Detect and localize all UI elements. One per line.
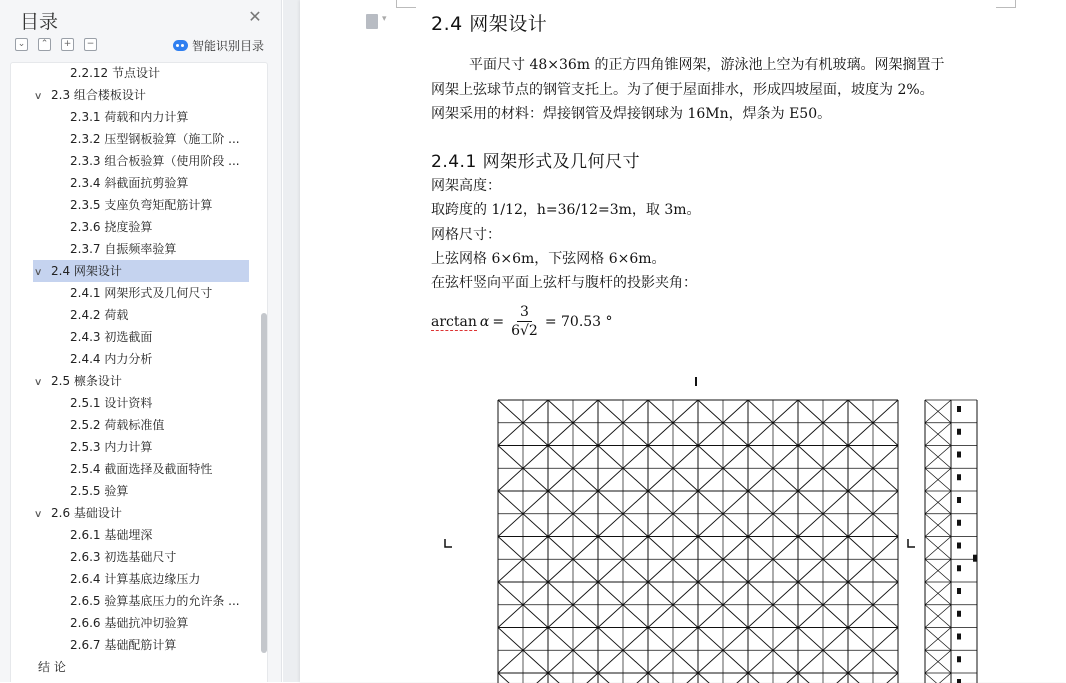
toc-item-label: 2.3.7 自振频率验算 — [70, 242, 177, 256]
toc-item-label: 2.3.1 荷载和内力计算 — [70, 110, 189, 124]
formula-func: arctan — [431, 313, 477, 330]
toc-item[interactable] — [70, 150, 250, 172]
body-line-2: 取跨度的 1/12，h=36/12=3m，取 3m。 — [431, 202, 701, 218]
chevron-down-icon[interactable]: ∨ — [33, 91, 43, 102]
support-node — [957, 679, 961, 683]
formula-fraction — [511, 304, 538, 340]
sidebar-title: 目录 — [20, 11, 59, 33]
elevation-line — [925, 673, 951, 683]
collapse-level-button[interactable]: − — [84, 38, 97, 51]
toc-item-label: 2.3.3 组合板验算（使用阶段 ... — [70, 154, 240, 168]
body-line-4: 上弦网格 6×6m，下弦网格 6×6m。 — [431, 251, 666, 267]
toc-item-label: 2.5 檩条设计 — [51, 374, 122, 388]
support-node — [957, 406, 961, 412]
toc-item[interactable] — [70, 172, 250, 194]
toc-item[interactable] — [35, 370, 255, 392]
corner-mark-left — [396, 0, 416, 8]
axis-mark — [445, 539, 452, 547]
support-node — [957, 429, 961, 435]
toc-item-label: 2.4.2 荷载 — [70, 308, 129, 322]
toc-item[interactable] — [70, 128, 250, 150]
toc-item-label: 2.3 组合楼板设计 — [51, 88, 146, 102]
toc-item[interactable] — [70, 348, 250, 370]
chevron-down-icon[interactable]: ∨ — [33, 267, 43, 278]
formula-numerator: 3 — [517, 304, 532, 322]
toc-item[interactable] — [70, 304, 250, 326]
body-line-3: 网格尺寸： — [431, 227, 501, 243]
support-node — [957, 543, 961, 549]
support-node — [973, 555, 977, 562]
toc-item[interactable] — [70, 458, 250, 480]
toc-item-label: 2.5.5 验算 — [70, 484, 129, 498]
support-node — [957, 452, 961, 458]
toc-item-label: 2.6.1 基础埋深 — [70, 528, 153, 542]
toc-sidebar — [0, 0, 282, 682]
support-node — [957, 634, 961, 640]
toc-item-label: 2.3.6 挠度验算 — [70, 220, 153, 234]
toc-item-label: 2.2.12 节点设计 — [70, 66, 160, 80]
expand-level-button[interactable]: ⌃ — [38, 38, 51, 51]
toc-item-label: 2.6 基础设计 — [51, 506, 122, 520]
support-node — [957, 611, 961, 617]
close-icon[interactable]: ✕ — [248, 7, 262, 26]
support-node — [957, 656, 961, 662]
toc-item-label: 2.4.3 初选截面 — [70, 330, 153, 344]
toc-item-label: 2.3.4 斜截面抗剪验算 — [70, 176, 189, 190]
truss-plan-drawing — [440, 372, 1000, 682]
corner-mark-right — [996, 0, 1016, 8]
intro-line-3: 网架采用的材料：焊接钢管及焊接钢球为 16Mn，焊条为 E50。 — [431, 106, 832, 122]
toc-item[interactable] — [38, 656, 238, 678]
toc-item-label: 2.6.5 验算基底压力的允许条 ... — [70, 594, 240, 608]
axis-mark — [908, 539, 915, 547]
toc-item-label: 2.4 网架设计 — [51, 264, 122, 278]
toc-item[interactable] — [70, 480, 250, 502]
support-node — [957, 520, 961, 526]
ai-recognize-label: 智能识别目录 — [192, 38, 265, 53]
expand-all-button[interactable]: + — [61, 38, 74, 51]
document-page — [300, 0, 1066, 682]
toc-item[interactable] — [35, 502, 255, 524]
toc-item-label: 2.4.4 内力分析 — [70, 352, 153, 366]
toc-item[interactable] — [70, 414, 250, 436]
toc-item[interactable] — [70, 326, 250, 348]
paragraph-menu-icon[interactable] — [366, 14, 378, 29]
collapse-all-button[interactable]: ⌄ — [15, 38, 28, 51]
toc-scrollbar[interactable] — [261, 63, 267, 683]
support-node — [957, 565, 961, 571]
toc-item-label: 2.6.3 初选基础尺寸 — [70, 550, 177, 564]
toc-item-label: 2.5.3 内力计算 — [70, 440, 153, 454]
toc-item[interactable] — [70, 568, 250, 590]
toc-scroll-thumb[interactable] — [261, 313, 267, 653]
formula-result: = 70.53 ° — [544, 314, 613, 330]
support-node — [957, 497, 961, 503]
toc-item-label: 2.3.2 压型钢板验算（施工阶 ... — [70, 132, 240, 146]
toc-item-label: 2.6.6 基础抗冲切验算 — [70, 616, 189, 630]
toc-item[interactable] — [70, 282, 250, 304]
toc-list — [10, 62, 268, 682]
toc-item-label: 2.4.1 网架形式及几何尺寸 — [70, 286, 213, 300]
chevron-down-icon[interactable]: ∨ — [33, 377, 43, 388]
toc-item-label: 结 论 — [38, 660, 66, 674]
intro-line-2: 网架上弦球节点的钢管支托上。为了便于屋面排水，形成四坡屋面，坡度为 2%。 — [431, 82, 934, 98]
toc-item-label: 2.5.2 荷载标准值 — [70, 418, 165, 432]
toc-item[interactable] — [70, 546, 250, 568]
document-canvas — [283, 0, 1066, 682]
formula-eq: = — [492, 314, 505, 330]
subsection-heading: 2.4.1 网架形式及几何尺寸 — [431, 152, 641, 172]
support-node — [957, 474, 961, 480]
toc-toolbar — [15, 38, 97, 52]
elevation-line — [925, 673, 951, 683]
toc-item[interactable] — [35, 84, 255, 106]
formula-var: α — [479, 314, 490, 330]
toc-item-label: 2.6.4 计算基底边缘压力 — [70, 572, 201, 586]
section-heading: 2.4 网架设计 — [431, 13, 548, 35]
toc-item-label: 2.3.5 支座负弯矩配筋计算 — [70, 198, 213, 212]
ai-icon — [173, 40, 188, 51]
toc-item-label: 2.5.1 设计资料 — [70, 396, 153, 410]
toc-item-active[interactable] — [33, 260, 249, 282]
ai-recognize-toc-button[interactable] — [173, 36, 264, 54]
body-line-5: 在弦杆竖向平面上弦杆与腹杆的投影夹角： — [431, 275, 697, 291]
chevron-down-icon[interactable]: ∨ — [33, 509, 43, 520]
toc-item[interactable] — [70, 238, 250, 260]
toc-item-label: 2.5.4 截面选择及截面特性 — [70, 462, 213, 476]
toc-item[interactable] — [70, 216, 250, 238]
body-line-1: 网架高度： — [431, 178, 501, 194]
toc-item[interactable] — [70, 634, 250, 656]
toc-item[interactable] — [70, 612, 250, 634]
formula-denominator: 6√2 — [511, 323, 538, 339]
toc-item[interactable] — [70, 392, 250, 414]
toc-item[interactable] — [70, 524, 250, 546]
toc-item[interactable] — [70, 194, 250, 216]
intro-line-1: 平面尺寸 48×36m 的正方四角锥网架，游泳池上空为有机玻璃。网架搁置于 — [469, 57, 945, 73]
toc-item[interactable] — [70, 62, 250, 84]
support-node — [957, 588, 961, 594]
toc-item-label: 2.6.7 基础配筋计算 — [70, 638, 177, 652]
angle-formula — [431, 300, 613, 344]
toc-item[interactable] — [70, 436, 250, 458]
toc-item[interactable] — [70, 106, 250, 128]
toc-item[interactable] — [70, 590, 250, 612]
